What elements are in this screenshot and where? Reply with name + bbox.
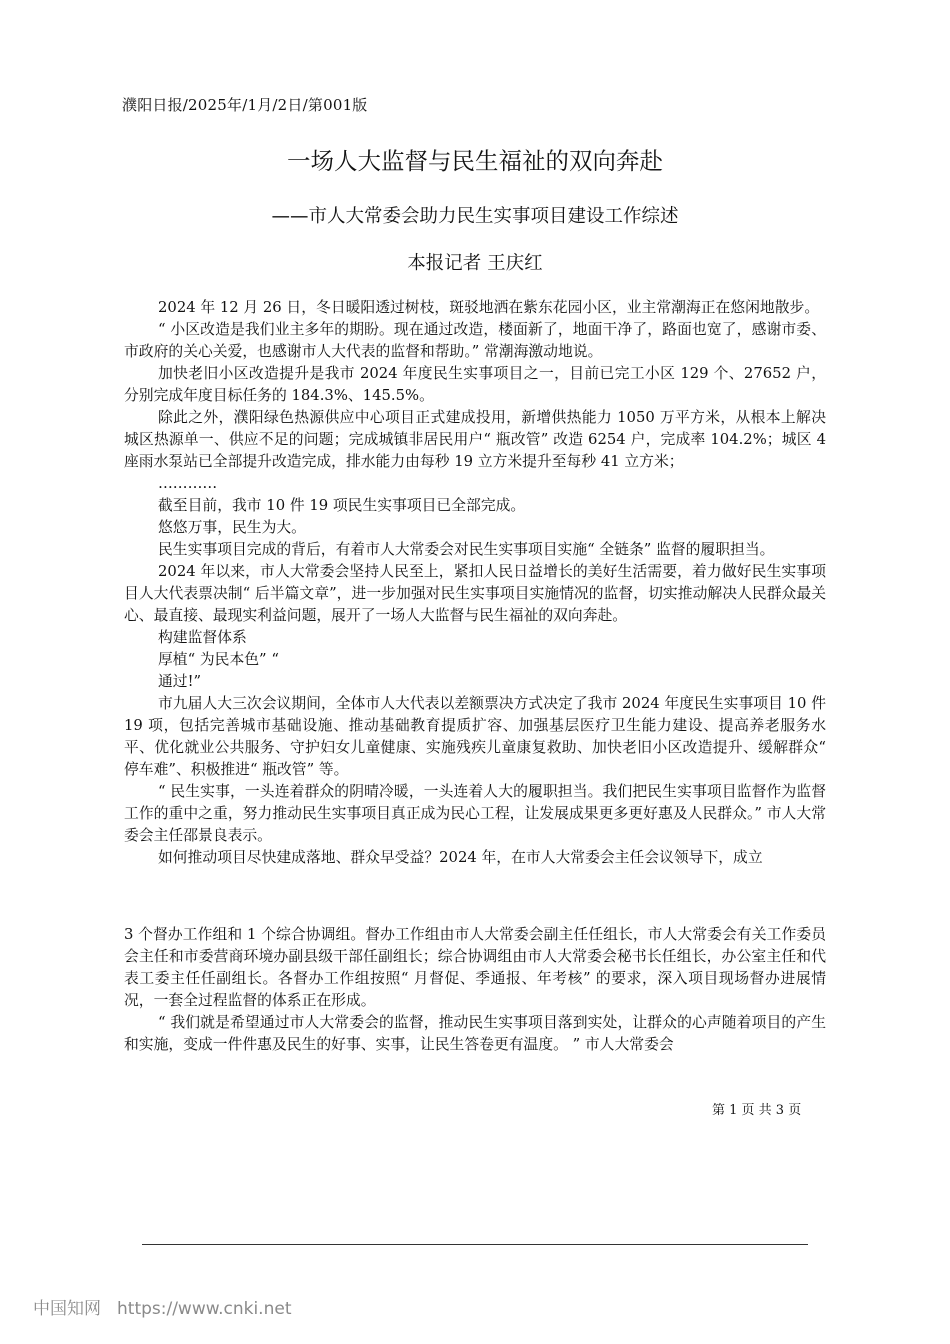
article-subtitle: ——市人大常委会助力民生实事项目建设工作综述 xyxy=(271,206,679,227)
article-title: 一场人大监督与民生福祉的双向奔赴 xyxy=(287,147,663,175)
paragraph: 截至目前，我市 10 件 19 项民生实事项目已全部完成。 xyxy=(158,497,526,514)
source-line: 濮阳日报/2025年/1月/2日/第001版 xyxy=(122,96,368,114)
article-body-bottom xyxy=(124,924,826,1056)
paragraph: 2024 年以来，市人大常委会坚持人民至上，紧扣人民日益增长的美好生活需要，着力做好民生实事项目人大代表票决制“ 后半篇文章”，进一步加强对民生实事项目实施情况的监督，切实推动解决人民群众最关心、最直接、最现实利益问题，展开了一场人大监督与民生福祉的双向奔赴。 xyxy=(124,563,826,624)
paragraph: 3 个督办工作组和 1 个综合协调组。督办工作组由市人大常委会副主任任组长，市人大常委会有关工作委员会主任和市委营商环境办副县级干部任副组长；综合协调组由市人大常委会秘书长任组长，办公室主任和代表工委主任任副组长。各督办工作组按照“ 月督促、季通报、年考核” 的要求，深入项目现场督办进展情况，一套全过程监督的体系正在形成。 xyxy=(124,926,826,1009)
footer-brand: 中国知网 xyxy=(33,1299,101,1319)
paragraph: “ 我们就是希望通过市人大常委会的监督，推动民生实事项目落到实处，让群众的心声随着项目的产生和实施，变成一件件惠及民生的好事、实事，让民生答卷更有温度。 ” 市人大常委会 xyxy=(124,1014,826,1053)
paragraph: ………… xyxy=(158,475,218,492)
footer-url[interactable]: https://www.cnki.net xyxy=(117,1299,292,1319)
article-body-top xyxy=(124,297,826,869)
section-heading: 厚植“ 为民本色” “ xyxy=(158,651,279,668)
footer-watermark xyxy=(33,1294,291,1319)
paragraph: 除此之外，濮阳绿色热源供应中心项目正式建成投用，新增供热能力 1050 万平方米，从根本上解决城区热源单一、供应不足的问题；完成城镇非居民用户“ 瓶改管” 改造 6254 户，完成率 104.2%；城区 4 座雨水泵站已全部提升改造完成，排水能力由每秒 19 立方米提升至每秒 41 立方米； xyxy=(124,409,826,470)
paragraph: 通过!” xyxy=(158,673,202,690)
section-heading: 构建监督体系 xyxy=(158,629,247,646)
paragraph: “ 小区改造是我们业主多年的期盼。现在通过改造，楼面新了，地面干净了，路面也宽了，感谢市委、市政府的关心关爱，也感谢市人大代表的监督和帮助。” 常潮海激动地说。 xyxy=(124,321,826,360)
paragraph: 民生实事项目完成的背后，有着市人大常委会对民生实事项目实施“ 全链条” 监督的履职担当。 xyxy=(158,541,775,558)
paragraph: 加快老旧小区改造提升是我市 2024 年度民生实事项目之一，目前已完工小区 129 个、27652 户，分别完成年度目标任务的 184.3%、145.5%。 xyxy=(124,365,826,404)
article-byline: 本报记者 王庆红 xyxy=(407,253,543,274)
paragraph: 悠悠万事，民生为大。 xyxy=(158,519,306,536)
page-indicator: 第 1 页 共 3 页 xyxy=(712,1103,802,1118)
paragraph: 2024 年 12 月 26 日，冬日暖阳透过树枝，斑驳地洒在紫东花园小区，业主常潮海正在悠闲地散步。 xyxy=(158,299,820,316)
footer-divider xyxy=(142,1244,808,1245)
paragraph: 如何推动项目尽快建成落地、群众早受益？2024 年，在市人大常委会主任会议领导下，成立 xyxy=(158,849,763,866)
paragraph: 市九届人大三次会议期间，全体市人大代表以差额票决方式决定了我市 2024 年度民生实事项目 10 件 19 项，包括完善城市基础设施、推动基础教育提质扩容、加强基层医疗卫生能力建设、提高养老服务水平、优化就业公共服务、守护妇女儿童健康、实施残疾儿童康复救助、加快老旧小区改造提升、缓解群众“ 停车难”、积极推进“ 瓶改管” 等。 xyxy=(124,695,826,778)
paragraph: “ 民生实事，一头连着群众的阴晴冷暖，一头连着人大的履职担当。我们把民生实事项目监督作为监督工作的重中之重，努力推动民生实事项目真正成为民心工程，让发展成果更多更好惠及人民群众。” 市人大常委会主任邵景良表示。 xyxy=(124,783,826,844)
